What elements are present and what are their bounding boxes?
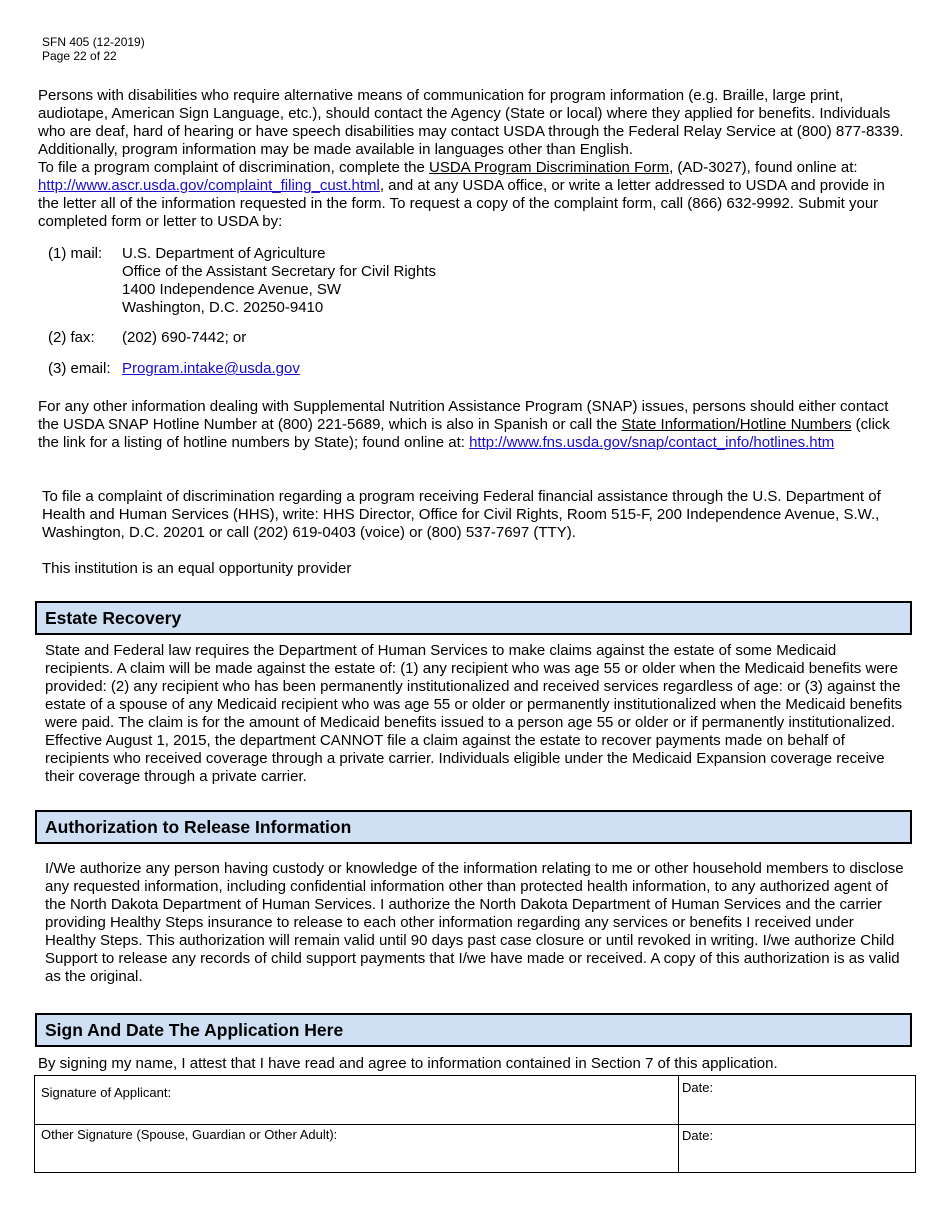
form-header	[42, 35, 145, 63]
complaint-text-a: To file a program complaint of discrimination, complete the	[38, 159, 430, 176]
mail-line: 1400 Independence Avenue, SW	[122, 281, 342, 298]
equal-opportunity-text: This institution is an equal opportunity provider	[42, 560, 352, 577]
applicant-signature-label: Signature of Applicant:	[41, 1085, 172, 1100]
discrimination-form-link[interactable]: USDA Program Discrimination Form	[429, 159, 670, 176]
estate-recovery-heading: Estate Recovery	[35, 601, 912, 635]
applicant-signature-row	[35, 1076, 915, 1124]
applicant-signature-field[interactable]	[35, 1076, 678, 1124]
complaint-paragraph	[38, 159, 908, 231]
complaint-text-c: , and at any USDA office, or write a letter addressed to USDA and provide in the letter all of the information requested in the form. To request a copy of the complaint form, call (866) 632-9992. Submit your completed form or letter to USDA by:	[38, 177, 885, 230]
applicant-date-field[interactable]	[678, 1076, 915, 1124]
page-number: Page 22 of 22	[42, 49, 117, 63]
sign-heading: Sign And Date The Application Here	[35, 1013, 912, 1047]
snap-text-a: For any other information dealing with Supplemental Nutrition Assistance Program (SNAP) issues, persons should either contact the USDA SNAP Hotline Number at (800) 221-5689, which is also in Spanish or call the	[38, 398, 889, 433]
other-signature-label: Other Signature (Spouse, Guardian or Other Adult):	[41, 1127, 338, 1142]
accessibility-paragraph: Persons with disabilities who require alternative means of communication for program information (e.g. Braille, large print, audiotape, American Sign Language, etc.), should contact the Agency (State or local) where they applied for benefits. Individuals who are deaf, hard of hearing or have speech disabilities may contact USDA through the Federal Relay Service at (800) 877-8339. Additionally, program information may be made available in languages other than English.	[38, 87, 904, 158]
estate-recovery-text: State and Federal law requires the Department of Human Services to make claims against the estate of some Medicaid recipients. A claim will be made against the estate of: (1) any recipient who was age 55 or older when the Medicaid benefits were provided: (2) any recipient who has been permanently institutionalized and received services regardless of age: or (3) against the estate of a spouse of any Medicaid recipient who was age 55 or older or permanently institutionalized when the Medicaid benefits were paid. The claim is for the amount of Medicaid benefits issued to a person age 55 or older or if permanently institutionalized. Effective August 1, 2015, the department CANNOT file a claim against the estate to recover payments made on behalf of recipients who received coverage through a private carrier. Individuals eligible under the Medicaid Expansion coverage receive their coverage through a private carrier.	[45, 642, 903, 785]
date-label: Date:	[682, 1128, 714, 1143]
snap-text-b: (click the link for a listing of hotline numbers by State); found online at:	[38, 416, 890, 451]
hotline-numbers-link[interactable]: State Information/Hotline Numbers	[621, 416, 852, 433]
complaint-url-link[interactable]: http://www.ascr.usda.gov/complaint_filing_cust.html	[38, 177, 380, 194]
email-label: (3) email:	[48, 360, 111, 377]
fax-value: (202) 690-7442; or	[122, 329, 247, 346]
other-date-field[interactable]	[678, 1125, 915, 1173]
email-link[interactable]: Program.intake@usda.gov	[122, 360, 300, 377]
hhs-paragraph: To file a complaint of discrimination regarding a program receiving Federal financial assistance through the U.S. Department of Health and Human Services (HHS), write: HHS Director, Office for Civil Rights, Room 515-F, 200 Independence Avenue, S.W., Washington, D.C. 20201 or call (202) 619-0403 (voice) or (800) 537-7697 (TTY).	[42, 488, 881, 541]
mail-line: U.S. Department of Agriculture	[122, 245, 326, 262]
other-signature-field[interactable]	[35, 1125, 678, 1173]
mail-line: Office of the Assistant Secretary for Civil Rights	[122, 263, 437, 280]
other-signature-row	[35, 1124, 915, 1173]
fax-label: (2) fax:	[48, 329, 95, 346]
signature-table	[34, 1075, 916, 1173]
complaint-text-b: , (AD-3027), found online at:	[669, 159, 858, 176]
mail-label: (1) mail:	[48, 245, 103, 262]
attestation-text: By signing my name, I attest that I have read and agree to information contained in Section 7 of this application.	[38, 1055, 778, 1072]
date-label: Date:	[682, 1080, 714, 1095]
snap-paragraph	[38, 398, 908, 452]
snap-url-link[interactable]: http://www.fns.usda.gov/snap/contact_info/hotlines.htm	[469, 434, 835, 451]
mail-line: Washington, D.C. 20250-9410	[122, 299, 324, 316]
authorization-heading: Authorization to Release Information	[35, 810, 912, 844]
form-id: SFN 405 (12-2019)	[42, 35, 145, 49]
authorization-text: I/We authorize any person having custody or knowledge of the information relating to me or other household members to disclose any requested information, including confidential information other than protected health information, to any authorized agent of the North Dakota Department of Human Services. I authorize the North Dakota Department of Human Services and the carrier providing Healthy Steps insurance to release to each other information regarding any services or benefits I received under Healthy Steps. This authorization will remain valid until 90 days past case closure or until revoked in writing. I/we authorize Child Support to release any records of child support payments that I/we have made or received. A copy of this authorization is as valid as the original.	[45, 860, 904, 985]
mail-address	[122, 245, 436, 317]
